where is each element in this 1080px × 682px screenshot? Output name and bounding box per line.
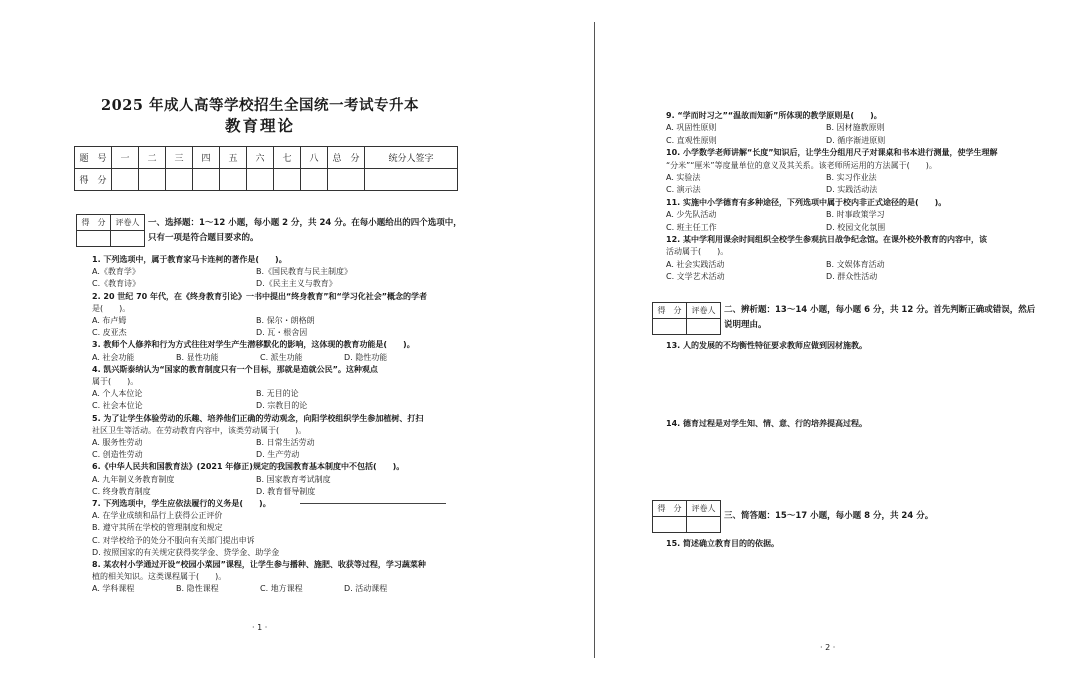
section1-instructions — [148, 216, 462, 246]
answer-option[interactable]: C. 对学校给予的处分不服向有关部门提出申诉 — [92, 535, 255, 545]
answer-option[interactable]: D. 宗教目的论 — [256, 401, 308, 411]
score-header-label: 题 号 — [75, 147, 112, 169]
answer-option[interactable]: D. 实践活动法 — [826, 185, 878, 195]
grader-name-cell — [687, 319, 721, 335]
answer-option[interactable]: D. 教育督导制度 — [256, 486, 316, 496]
score-header-signature: 统分人签字 — [365, 147, 458, 169]
section2-line2: 说明理由。 — [724, 320, 767, 330]
answer-option[interactable]: B. 隐性课程 — [176, 584, 219, 594]
question-line: 7. 下列选项中，学生应依法履行的义务是( )。 — [92, 499, 271, 508]
score-cell — [220, 169, 247, 191]
answer-option[interactable]: D. 生产劳动 — [256, 450, 300, 460]
answer-option[interactable]: A.《教育学》 — [92, 267, 140, 277]
question-line: 11. 实施中小学德育有多种途径，下列选项中属于校内非正式途径的是( )。 — [666, 197, 947, 207]
grader-score-label: 得 分 — [77, 215, 111, 231]
answer-option[interactable]: D. 按照国家的有关规定获得奖学金、贷学金、助学金 — [92, 547, 280, 557]
page-divider — [594, 22, 595, 658]
answer-option[interactable]: A. 巩固性原则 — [666, 123, 717, 133]
answer-option[interactable]: B. 时事政策学习 — [826, 210, 885, 220]
page-number-2: · 2 · — [820, 643, 836, 652]
question-line: 植的相关知识。这类课程属于( )。 — [92, 572, 227, 582]
question-line: “分米”“厘米”等度量单位的意义及其关系。该老师所运用的方法属于( )。 — [666, 160, 937, 170]
answer-option[interactable]: A. 在学业成绩和品行上获得公正评价 — [92, 511, 223, 521]
score-table-header-row — [75, 147, 458, 169]
grader-score-cell — [653, 517, 687, 533]
answer-option[interactable]: D. 活动课程 — [344, 584, 388, 594]
answer-option[interactable]: C. 直观性原则 — [666, 135, 717, 145]
answer-option[interactable]: C. 创造性劳动 — [92, 450, 143, 460]
answer-option[interactable]: A. 九年制义务教育制度 — [92, 474, 175, 484]
answer-option[interactable]: B. 保尔・朗格朗 — [256, 316, 315, 325]
question-line: 1. 下列选项中，属于教育家马卡连柯的著作是( )。 — [92, 255, 287, 264]
section1-line2: 只有一项是符合题目要求的。 — [148, 233, 259, 243]
question-15: 15. 简述确立教育目的的依据。 — [666, 539, 779, 548]
exam-title: 2025 年成人高等学校招生全国统一考试专升本 — [101, 97, 419, 114]
score-cell — [365, 169, 458, 191]
section3-instructions: 三、简答题：15～17 小题，每小题 8 分，共 24 分。 — [724, 511, 934, 521]
score-header-cell: 三 — [166, 147, 193, 169]
answer-option[interactable]: B. 实习作业法 — [826, 173, 877, 182]
exam-subject: 教育理论 — [224, 116, 295, 135]
answer-option[interactable]: B. 显性功能 — [176, 352, 219, 362]
grader-name-label: 评卷人 — [111, 215, 145, 231]
question-line: 活动属于( )。 — [666, 247, 729, 257]
score-header-cell: 八 — [301, 147, 328, 169]
question-line: 12. 某中学利用课余时间组织全校学生参观抗日战争纪念馆。在课外校外教育的内容中，该 — [666, 235, 987, 244]
score-cell — [274, 169, 301, 191]
grader-name-label: 评卷人 — [687, 501, 721, 517]
answer-option[interactable]: B. 国家教育考试制度 — [256, 474, 331, 484]
answer-option[interactable]: B. 无目的论 — [256, 389, 299, 399]
answer-option[interactable]: C. 班主任工作 — [666, 222, 717, 232]
question-line: 2. 20 世纪 70 年代，在《终身教育引论》一书中提出“终身教育”和“学习化社会”概念的学者 — [92, 291, 428, 301]
exam-page-2 — [596, 0, 1080, 682]
score-cell — [193, 169, 220, 191]
answer-option[interactable]: C. 社会本位论 — [92, 401, 143, 411]
question-line: 5. 为了让学生体验劳动的乐趣、培养他们正确的劳动观念，向阳学校组织学生参加植树、打扫 — [92, 413, 424, 423]
answer-option[interactable]: B.《国民教育与民主制度》 — [256, 267, 353, 277]
score-header-cell: 六 — [247, 147, 274, 169]
score-table-score-row — [75, 169, 458, 191]
answer-option[interactable]: C. 文学艺术活动 — [666, 272, 725, 282]
answer-option[interactable]: D. 校园文化氛围 — [826, 222, 886, 232]
answer-option[interactable]: C.《教育诗》 — [92, 279, 141, 289]
answer-option[interactable]: C. 皮亚杰 — [92, 328, 127, 338]
grader-score-cell — [653, 319, 687, 335]
question-line: 4. 凯兴斯泰纳认为“国家的教育制度只有一个目标，那就是造就公民”。这种观点 — [92, 364, 378, 374]
score-cell — [139, 169, 166, 191]
grader-name-label: 评卷人 — [687, 303, 721, 319]
answer-option[interactable]: A. 个人本位论 — [92, 389, 143, 399]
answer-option[interactable]: A. 社会功能 — [92, 352, 135, 362]
answer-option[interactable]: B. 日常生活劳动 — [256, 438, 315, 447]
score-cell — [166, 169, 193, 191]
answer-option[interactable]: D.《民主主义与教育》 — [256, 279, 337, 289]
grader-score-label: 得 分 — [653, 303, 687, 319]
score-header-cell: 二 — [139, 147, 166, 169]
answer-option[interactable]: C. 地方课程 — [260, 584, 303, 594]
score-header-cell: 四 — [193, 147, 220, 169]
answer-option[interactable]: C. 终身教育制度 — [92, 486, 151, 496]
answer-option[interactable]: D. 隐性功能 — [344, 352, 388, 362]
grader-score-cell — [77, 231, 111, 247]
answer-option[interactable]: B. 文娱体育活动 — [826, 259, 885, 269]
score-header-cell: 一 — [112, 147, 139, 169]
score-table — [74, 146, 458, 191]
question-13: 13. 人的发展的不均衡性特征要求教师应做到因材施教。 — [666, 341, 867, 350]
answer-option[interactable]: D. 瓦・根舍因 — [256, 328, 308, 338]
answer-option[interactable]: C. 演示法 — [666, 185, 701, 195]
answer-option[interactable]: D. 循序渐进原则 — [826, 135, 886, 145]
grader-name-cell — [687, 517, 721, 533]
page-number-1: · 1 · — [252, 623, 268, 632]
grader-name-cell — [111, 231, 145, 247]
answer-option[interactable]: A. 社会实践活动 — [666, 259, 725, 269]
score-cell — [247, 169, 274, 191]
grader-box-1 — [76, 214, 145, 247]
section2-line1: 二、辨析题：13～14 小题，每小题 6 分，共 12 分。首先判断正确或错误，然后 — [724, 305, 1036, 315]
answer-option[interactable]: B. 遵守其所在学校的管理制度和规定 — [92, 523, 223, 533]
question-line: 9. “学而时习之”“温故而知新”所体现的教学原则是( )。 — [666, 111, 882, 120]
section1-line1: 一、选择题：1～12 小题，每小题 2 分，共 24 分。在每小题给出的四个选项中， — [148, 218, 462, 228]
answer-option[interactable]: A. 实验法 — [666, 173, 701, 182]
question-line: 3. 教师个人修养和行为方式往往对学生产生潜移默化的影响，这体现的教育功能是( )。 — [92, 340, 415, 350]
score-header-cell: 五 — [220, 147, 247, 169]
score-row-label: 得 分 — [75, 169, 112, 191]
separator-line — [300, 503, 446, 504]
answer-option[interactable]: C. 派生功能 — [260, 352, 303, 362]
question-line: 社区卫生等活动。在劳动教育内容中，该类劳动属于( )。 — [92, 425, 307, 435]
grader-box-2 — [652, 302, 721, 335]
answer-option[interactable]: A. 学科课程 — [92, 584, 135, 594]
score-header-total: 总 分 — [328, 147, 365, 169]
grader-box-3 — [652, 500, 721, 533]
question-line: 6.《中华人民共和国教育法》(2021 年修正)规定的我国教育基本制度中不包括( )。 — [92, 462, 405, 472]
answer-option[interactable]: A. 服务性劳动 — [92, 438, 143, 447]
question-14: 14. 德育过程是对学生知、情、意、行的培养提高过程。 — [666, 419, 867, 428]
grader-score-label: 得 分 — [653, 501, 687, 517]
score-cell — [301, 169, 328, 191]
question-line: 8. 某农村小学通过开设“校园小菜园”课程，让学生参与播种、施肥、收获等过程，学习蔬菜种 — [92, 560, 426, 569]
question-line: 是( )。 — [92, 303, 131, 313]
answer-option[interactable]: B. 因材施教原则 — [826, 123, 885, 133]
score-cell — [328, 169, 365, 191]
section2-instructions — [724, 303, 1035, 333]
question-line: 10. 小学数学老师讲解“长度”知识后，让学生分组用尺子对课桌和书本进行测量，使学生理解 — [666, 148, 998, 158]
question-line: 属于( )。 — [92, 377, 139, 386]
score-header-cell: 七 — [274, 147, 301, 169]
answer-option[interactable]: A. 布卢姆 — [92, 316, 127, 325]
answer-option[interactable]: A. 少先队活动 — [666, 210, 717, 220]
score-cell — [112, 169, 139, 191]
answer-option[interactable]: D. 群众性活动 — [826, 272, 878, 282]
